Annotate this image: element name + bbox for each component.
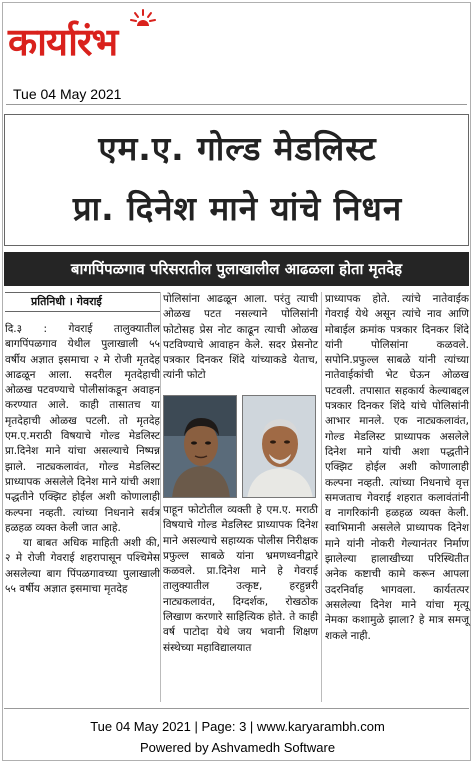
article-column-3 [325,292,469,644]
article-column-1 [5,292,160,597]
article-paragraph: या बाबत अधिक माहिती अशी की, २ मे रोजी गेवराई शहरापासून पश्चिमेस असलेल्या बाग पिंपळगावच्या पुलाखाली ५५ वर्षीय अज्ञात इसमाचा मृतदेह [5,537,160,596]
footer-edition-info: Tue 04 May 2021 | Page: 3 | www.karyarambh.com [90,719,385,734]
person-photo-young [163,395,237,498]
footer-divider [4,708,469,709]
article-paragraph: पोलिसांना आढळून आला. परंतु त्याची ओळख पटत नसल्याने पोलिसांनी फोटोसह प्रेस नोट काढून त्याची ओळख पटविण्याचे आवाहन केले. सदर प्रेसनोट पत्रकार दिनकर शिंदे यांच्याकडे येताच, त्यांनी फोटो [163,293,318,382]
masthead-logo [6,6,176,76]
edition-date: Tue 04 May 2021 [13,86,122,102]
photo-pair [163,395,318,498]
headline-line-2: प्रा. दिनेश माने यांचे निधन [72,189,403,228]
article-column-2 [163,292,318,384]
article-paragraph: पाहून फोटोतील व्यक्ती हे एम.ए. मराठी विषयाचे गोल्ड मेडलिस्ट प्राध्यापक दिनेश माने असल्याचे सहाय्यक पोलीस निरीक्षक प्रफुल्ल साबळे यांना भ्रमणध्वनीद्वारे कळवले. प्रा.दिनेश माने हे गेवराई तालुक्यातील उत्कृष्ट, हरहुन्नरी नाट्यकलावंत, दिग्दर्शक, रोखठोक लिखाण करणारे साहित्यिक होते. ते काही वर्ष पाटोदा येथे जय भवानी शिक्षण संस्थेच्या महाविद्यालयात [163,504,318,654]
byline: प्रतिनिधी । गेवराई [5,292,160,312]
masthead-title: कार्यारंभ [8,20,118,64]
column-divider [321,292,322,702]
headline-box [4,114,469,246]
article-paragraph: प्राध्यापक होते. त्यांचे नातेवाईक गेवराई येथे असून त्यांचे नाव आणि मोबाईल क्रमांक पत्रकार दिनकर शिंदे यांनी पोलिसांना कळवले. सपोनि.प्रफुल्ल साबळे यांनी त्यांच्या नातेवाईकांची भेट घेऊन ओळख पटवली. तपासात सहकार्य केल्याबद्दल पत्रकार दिनकर शिंदे यांचे पोलिसांनी आभार मानले. एक नाट्यकलावंत, गोल्ड मेडलिस्ट प्राध्यापक असलेले दिनेश माने यांची अशा पद्धतीने एक्झिट होईल अशी कोणालाही कल्पना नव्हती. त्यांच्या निधनाचे वृत्त समजताच गेवराई शहरात कलावंतांनी व नागरिकांनी हळहळ व्यक्त केली. स्वाभिमानी असलेले प्राध्यापक दिनेश माने यांनी नोकरी गेल्यानंतर निर्माण झालेल्या हालाखीच्या परिस्थितीत अनेक कष्टाची कामे करून आपला उदरनिर्वाह भागवला. कार्यतत्पर असलेल्या दिनेश माने यांचा मृत्यू नेमका कशामुळे झाला? हे मात्र समजू शकले नाही. [325,293,469,642]
article-paragraph: दि.३ : गेवराई तालुक्यातील बागपिंपळगाव येथील पुलाखाली ५५ वर्षीय अज्ञात इसमाचा २ मे रोजी मृतदेह आढळून आला. सदरील मृतदेहाची ओळख पटवण्याचे पोलीसांकडून अवाहन करण्यात आले. काही तासातच या मृतदेहाची ओळख पटली. तो मृतदेह एम.ए.मराठी विषयाचे गोल्ड मेडलिस्ट प्रा.दिनेश माने यांचा असल्याचे निष्पन्न झाले. नाट्यकलावंत, गोल्ड मेडलिस्ट प्राध्यापक असलेले दिनेश माने यांची अशा पद्धतीने एक्झिट होईल अशी कोणालाही कल्पना नव्हती. त्यांच्या निधनाने सर्वत्र हळहळ व्यक्त केली जात आहे. [5,323,160,534]
subheadline: बागपिंपळगाव परिसरातील पुलाखालील आढळला होता मृतदेह [4,252,469,286]
column-divider [160,292,161,702]
footer-credit: Powered by Ashvamedh Software [139,740,336,755]
article-column-2-continued [163,503,318,656]
header-divider [6,104,467,105]
person-photo-elder [242,395,316,498]
headline-line-1: एम.ए. गोल्ड मेडलिस्ट [98,129,377,168]
rising-sun-icon [130,8,156,28]
